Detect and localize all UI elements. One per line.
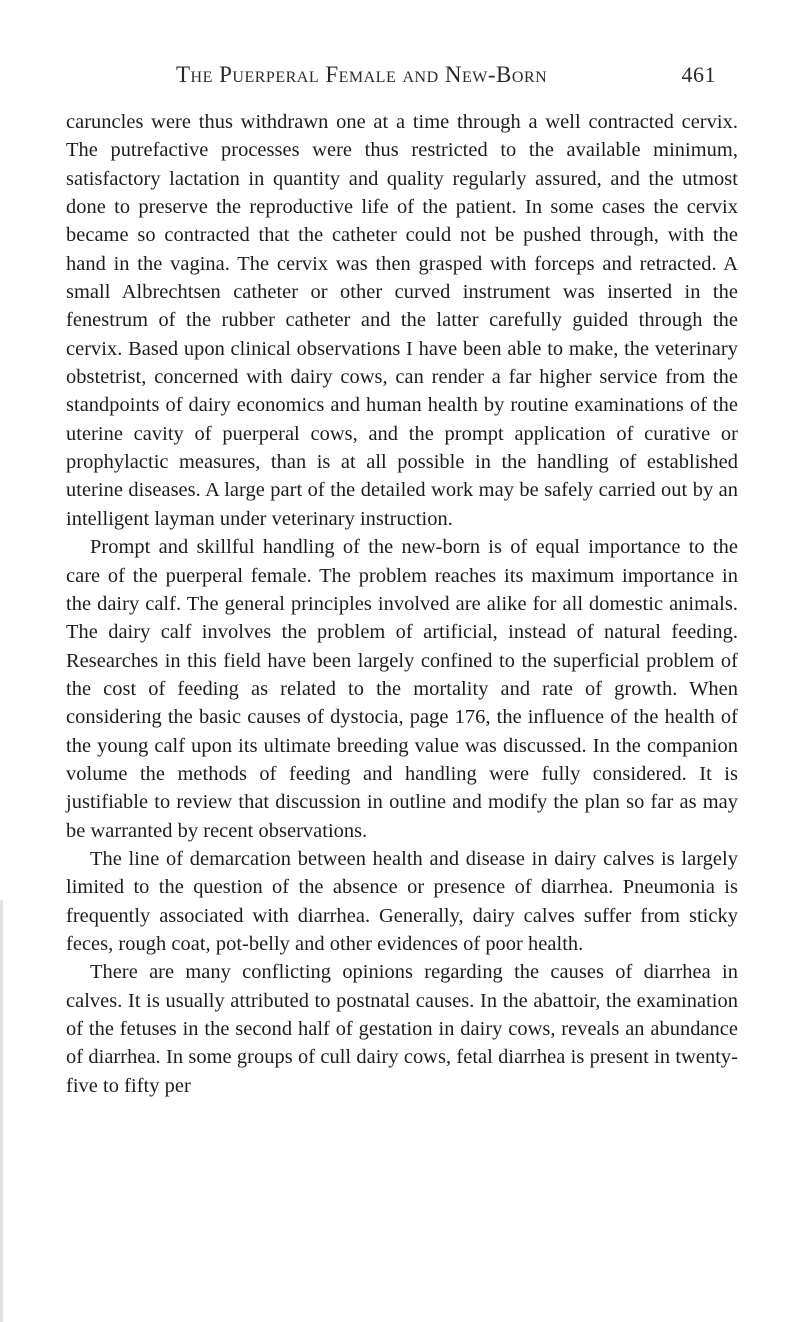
paragraph-health-disease: The line of demarcation between health and disease in dairy calves is largely limited to the question of the absence or presence of diarrhea. Pneumonia is frequently associated with diarrhea. Generally, dairy calves suffer from sticky feces, rough coat, pot-belly and other evidences of poor health. xyxy=(66,847,738,955)
running-head xyxy=(176,62,716,92)
body-text xyxy=(66,108,738,1100)
paragraph-new-born: Prompt and skillful handling of the new-born is of equal importance to the care of the puerperal female. The problem reaches its maximum importance in the dairy calf. The general principles involved are alike for all domestic animals. The dairy calf involves the problem of artificial, instead of natural feeding. Researches in this field have been largely confined to the superficial problem of the cost of feeding as related to the mortality and rate of growth. When considering the basic causes of dystocia, page 176, the influence of the health of the young calf upon its ultimate breeding value was discussed. In the companion volume the methods of feeding and handling were fully considered. It is justifiable to review that discussion in outline and modify the plan so far as may be warranted by recent observations. xyxy=(66,536,738,842)
paragraph-continued: caruncles were thus withdrawn one at a time through a well contracted cervix. The putrefactive processes were thus restricted to the available minimum, satisfactory lactation in quantity and quality regularly assured, and the utmost done to preserve the reproductive life of the patient. In some cases the cervix became so contracted that the catheter could not be pushed through, with the hand in the vagina. The cervix was then grasped with forceps and retracted. A small Albrechtsen catheter or other curved instrument was inserted in the fenestrum of the rubber catheter and the latter carefully guided through the cervix. Based upon clinical observations I have been able to make, the veterinary obstetrist, concerned with dairy cows, can render a far higher service from the standpoints of dairy economics and human health by routine examinations of the uterine cavity of puerperal cows, and the prompt application of curative or prophylactic measures, than is at all possible in the handling of established uterine diseases. A large part of the detailed work may be safely carried out by an intelligent layman under veterinary instruction. xyxy=(66,111,738,530)
page-number: 461 xyxy=(681,62,716,87)
page-edge-shadow xyxy=(0,900,3,1322)
running-title: The Puerperal Female and New-Born xyxy=(176,62,548,87)
paragraph-diarrhea-causes: There are many conflicting opinions regarding the causes of diarrhea in calves. It is usually attributed to postnatal causes. In the abattoir, the examination of the fetuses in the second half of gestation in dairy cows, reveals an abundance of diarrhea. In some groups of cull dairy cows, fetal diarrhea is present in twenty-five to fifty per xyxy=(66,961,738,1097)
